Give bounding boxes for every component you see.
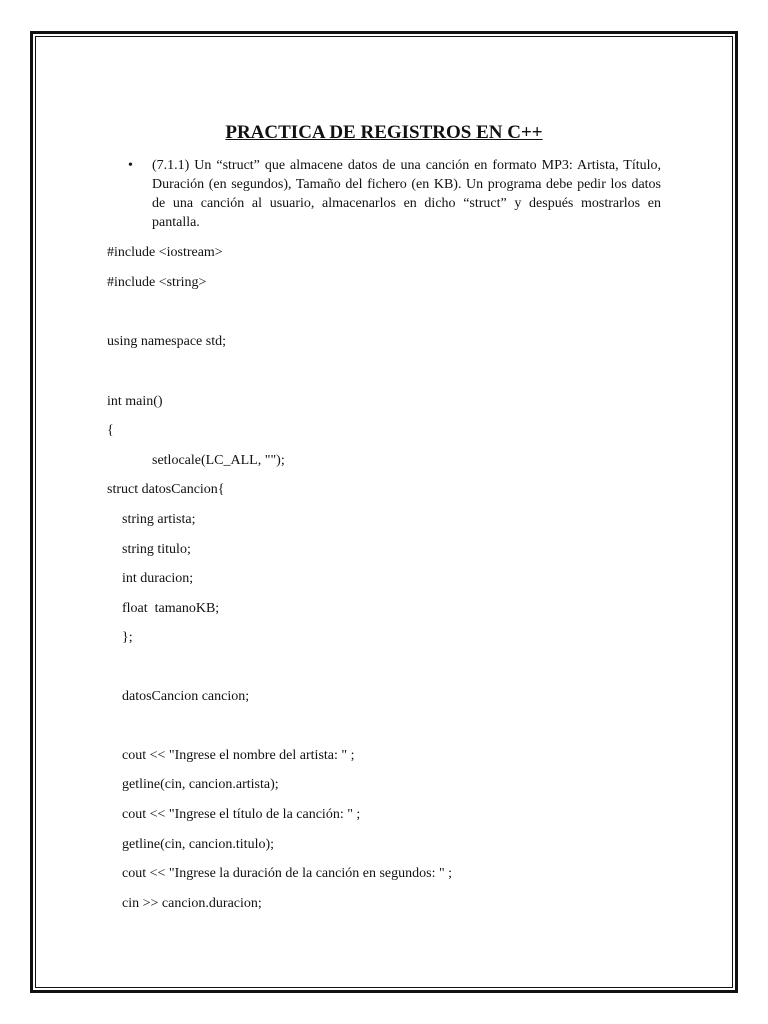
code-line: cin >> cancion.duracion; xyxy=(122,896,262,911)
code-line: getline(cin, cancion.artista); xyxy=(122,777,279,792)
code-line: #include <string> xyxy=(107,275,207,290)
code-line: int duracion; xyxy=(122,571,194,586)
code-line: cout << "Ingrese el título de la canción: " ; xyxy=(122,807,361,822)
code-line: }; xyxy=(122,630,133,645)
code-line: getline(cin, cancion.titulo); xyxy=(122,837,275,852)
code-line: float tamanoKB; xyxy=(122,601,220,616)
code-line: { xyxy=(107,423,114,438)
exercise-description: (7.1.1) Un “struct” que almacene datos de una canción en formato MP3: Artista, Título, Duración (en segundos), Tamaño del fichero (en KB). Un programa debe pedir los datos de una canción al usuario, almacenarlos en dicho “struct” y después mostrarlos en pantalla. xyxy=(152,158,661,230)
code-line: string artista; xyxy=(122,512,196,527)
bullet-icon: • xyxy=(128,158,133,173)
code-line: using namespace std; xyxy=(107,334,226,349)
page-title: PRACTICA DE REGISTROS EN C++ xyxy=(225,122,543,143)
code-line: string titulo; xyxy=(122,542,191,557)
code-line: cout << "Ingrese la duración de la canción en segundos: " ; xyxy=(122,866,453,881)
code-line: struct datosCancion{ xyxy=(107,482,225,497)
code-line: #include <iostream> xyxy=(107,245,223,260)
code-line: datosCancion cancion; xyxy=(122,689,250,704)
code-line: int main() xyxy=(107,394,163,409)
code-line: setlocale(LC_ALL, ""); xyxy=(152,453,285,468)
code-line: cout << "Ingrese el nombre del artista: " ; xyxy=(122,748,355,763)
